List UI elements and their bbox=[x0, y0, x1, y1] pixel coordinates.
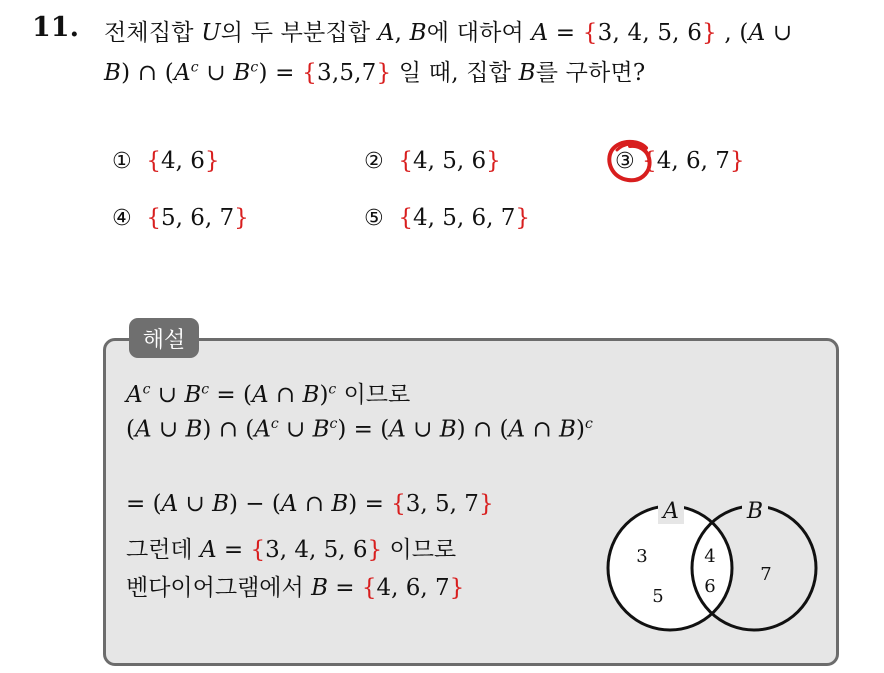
choice-5-marker: ⑤ bbox=[364, 206, 384, 231]
choice-2[interactable] bbox=[364, 148, 501, 174]
venn-label-b: B bbox=[746, 499, 764, 524]
question-text-line-2: B) ∩ ($A^c$ ∪ $B^c) = \{3,5,7\}$ 일 때, 집합 B를 구하면? bbox=[104, 59, 646, 86]
venn-value: 3 bbox=[636, 546, 648, 567]
choice-4-marker: ④ bbox=[112, 206, 132, 231]
solution-line-4: 그런데 A = {3, 4, 5, 6} 이므로 bbox=[126, 537, 457, 563]
choice-5-answer: {4, 5, 6, 7} bbox=[398, 205, 531, 231]
choice-3-answer: {4, 6, 7} bbox=[642, 148, 745, 174]
solution-line-1: $A^c$ ∪ $B^c = (A$ ∩ B)$^c$ 이므로 bbox=[126, 381, 411, 408]
choice-3-marker: ③ bbox=[615, 149, 635, 174]
question-text-line-1: 전체집합 U의 두 부분집합 A, B에 대하여 A = {3, 4, 5, 6} , (A ∪ bbox=[104, 20, 793, 46]
venn-label-a: A bbox=[663, 499, 679, 524]
venn-value: 7 bbox=[760, 564, 772, 585]
choice-4[interactable] bbox=[112, 205, 249, 231]
choice-1-answer: {4, 6} bbox=[146, 148, 220, 174]
venn-value: 5 bbox=[652, 586, 664, 607]
choice-1-marker: ① bbox=[112, 149, 132, 174]
venn-value: 6 bbox=[704, 576, 716, 597]
question-number: 11. bbox=[32, 12, 79, 43]
venn-value: 4 bbox=[704, 546, 716, 567]
choice-2-answer: {4, 5, 6} bbox=[398, 148, 501, 174]
choice-2-marker: ② bbox=[364, 149, 384, 174]
choice-1[interactable] bbox=[112, 148, 220, 174]
solution-tag: 해설 bbox=[129, 318, 199, 358]
solution-line-3: = (A ∪ B) − (A ∩ B) = {3, 5, 7} bbox=[126, 491, 494, 517]
answer-circle-mark bbox=[606, 138, 654, 184]
choice-4-answer: {5, 6, 7} bbox=[146, 205, 249, 231]
solution-line-5: 벤다이어그램에서 B = {4, 6, 7} bbox=[126, 575, 465, 601]
choice-5[interactable] bbox=[364, 205, 530, 231]
solution-line-2: (A ∪ B) ∩ ($A^c$ ∪ $B^c) = (A$ ∪ B) ∩ (A ∩ B)$^c$ bbox=[126, 416, 593, 443]
venn-diagram bbox=[600, 490, 830, 640]
